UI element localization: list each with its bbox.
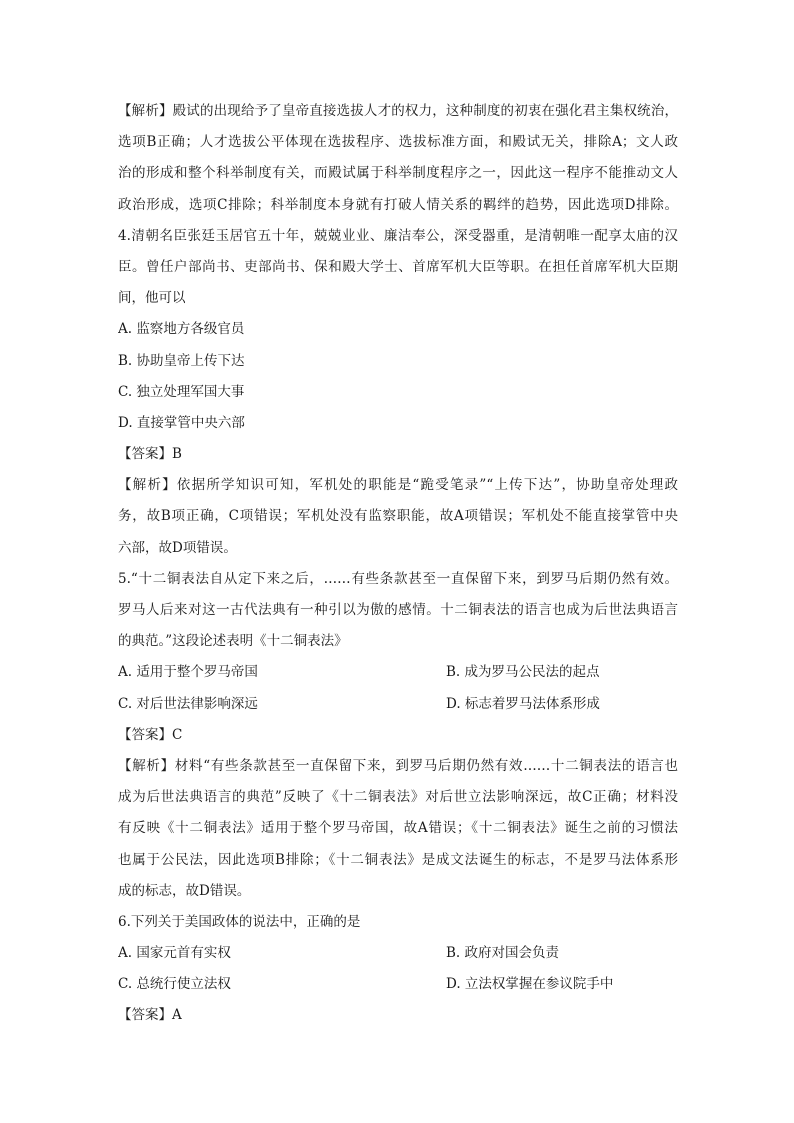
option-d: D. 立法权掌握在参议院手中 bbox=[446, 976, 614, 993]
option-b: B. 协助皇帝上传下达 bbox=[118, 352, 245, 369]
analysis-line: 【解析】殿试的出现给予了皇帝直接选拔人才的权力，这种制度的初衷在强化君主集权统治， bbox=[118, 103, 678, 119]
analysis-line: 【解析】依据所学知识可知，军机处的职能是“跪受笔录”“上传下达”，协助皇帝处理政 bbox=[118, 477, 678, 494]
analysis-line: 成的标志，故D错误。 bbox=[118, 882, 251, 899]
answer-line: 【答案】A bbox=[118, 1007, 182, 1024]
question-stem-line: 5.“十二铜表法自从定下来之后，……有些条款甚至一直保留下来，到罗马后期仍然有效。 bbox=[118, 570, 678, 587]
option-row bbox=[118, 689, 678, 720]
option-row bbox=[118, 969, 678, 1000]
option-a: A. 适用于整个罗马帝国 bbox=[118, 664, 258, 681]
question-stem-line: 间，他可以 bbox=[118, 290, 186, 307]
option-d: D. 标志着罗马法体系形成 bbox=[446, 695, 600, 712]
answer-line: 【答案】B bbox=[118, 446, 182, 463]
question-stem-line: 臣。曾任户部尚书、吏部尚书、保和殿大学士、首席军机大臣等职。在担任首席军机大臣期 bbox=[118, 258, 678, 275]
option-b: B. 政府对国会负责 bbox=[446, 945, 560, 962]
question-5 bbox=[118, 564, 678, 907]
analysis-line: 治的形成和整个科举制度有关，而殿试属于科举制度程序之一，因此这一程序不能推动文人 bbox=[118, 165, 678, 182]
document-page bbox=[118, 96, 678, 1032]
option-c: C. 独立处理军国大事 bbox=[118, 383, 245, 400]
answer-line: 【答案】C bbox=[118, 726, 183, 743]
analysis-line: 政治形成，选项C排除；科举制度本身就有打破人情关系的羁绊的趋势，因此选项D排除。 bbox=[118, 196, 678, 213]
option-row bbox=[118, 657, 678, 688]
question-stem-line: 罗马人后来对这一古代法典有一种引以为傲的感情。十二铜表法的语言也成为后世法典语言 bbox=[118, 602, 678, 618]
analysis-line: 【解析】材料“有些条款甚至一直保留下来，到罗马后期仍然有效……十二铜表法的语言也 bbox=[118, 757, 678, 774]
analysis-line: 有反映《十二铜表法》适用于整个罗马帝国，故A错误；《十二铜表法》诞生之前的习惯法 bbox=[118, 820, 678, 837]
question-4 bbox=[118, 221, 678, 564]
option-b: B. 成为罗马公民法的起点 bbox=[446, 664, 600, 681]
analysis-line: 也属于公民法，因此选项B排除；《十二铜表法》是成文法诞生的标志，不是罗马法体系形 bbox=[118, 851, 678, 868]
option-c: C. 对后世法律影响深远 bbox=[118, 695, 258, 712]
question-stem-line: 的典范。”这段论述表明《十二铜表法》 bbox=[118, 633, 348, 650]
question-stem-line: 6.下列关于美国政体的说法中，正确的是 bbox=[118, 913, 361, 930]
analysis-line: 选项B正确；人才选拔公平体现在选拔程序、选拔标准方面，和殿试无关，排除A；文人政 bbox=[118, 134, 678, 151]
option-c: C. 总统行使立法权 bbox=[118, 976, 231, 993]
option-d: D. 直接掌管中央六部 bbox=[118, 414, 245, 431]
question-stem-line: 4.清朝名臣张廷玉居官五十年，兢兢业业、廉洁奉公，深受器重，是清朝唯一配享太庙的汉 bbox=[118, 227, 678, 244]
analysis-line: 成为后世法典语言的典范”反映了《十二铜表法》对后世立法影响深远，故C正确；材料没 bbox=[118, 789, 678, 806]
option-a: A. 监察地方各级官员 bbox=[118, 321, 245, 338]
option-a: A. 国家元首有实权 bbox=[118, 945, 231, 962]
option-row bbox=[118, 938, 678, 969]
analysis-line: 六部，故D项错误。 bbox=[118, 539, 237, 556]
q3-analysis bbox=[118, 96, 678, 221]
analysis-line: 务，故B项正确，C项错误；军机处没有监察职能，故A项错误；军机处不能直接掌管中央 bbox=[118, 508, 678, 525]
question-6 bbox=[118, 907, 678, 1032]
